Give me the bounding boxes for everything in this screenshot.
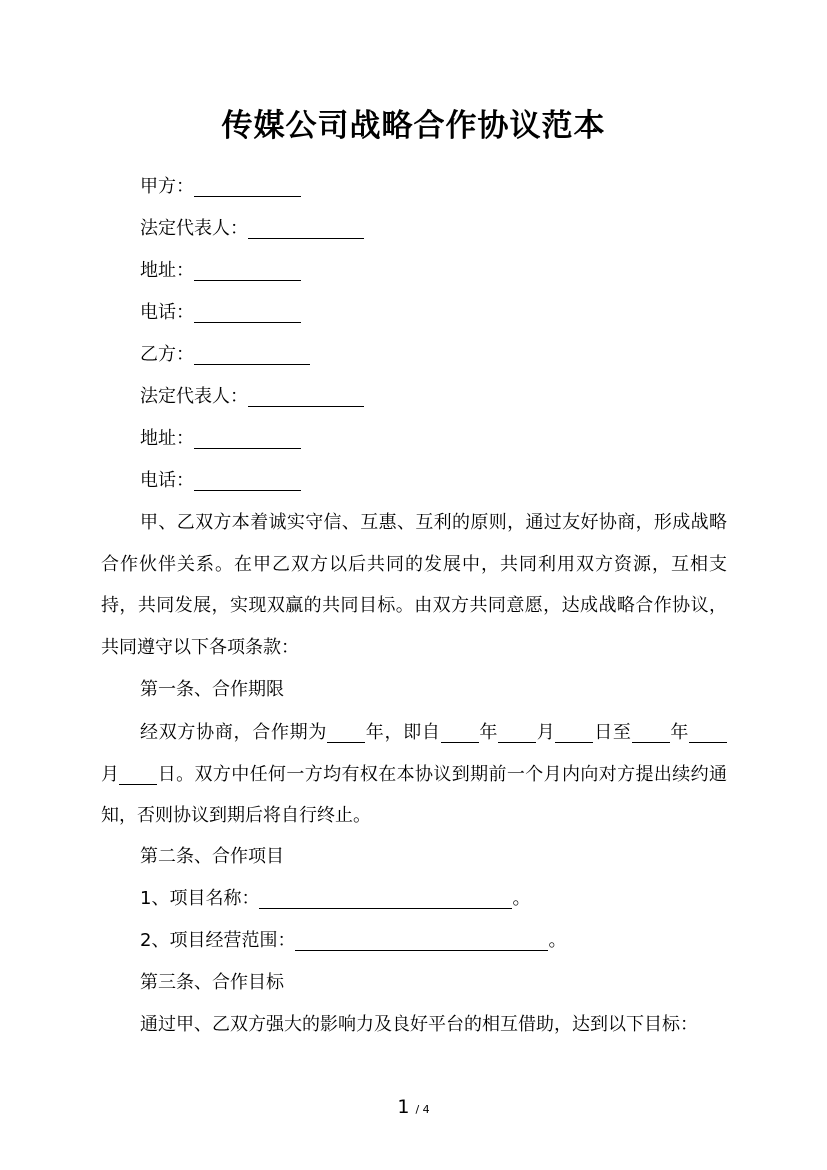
party-a-line: [140, 174, 301, 200]
period: 。: [512, 888, 531, 909]
party-b-address-label: 地址：: [140, 428, 194, 449]
total-pages: / 4: [415, 1103, 430, 1116]
party-a-rep-line: [140, 216, 364, 242]
current-page: 1: [397, 1096, 410, 1118]
party-b-phone-line: [140, 468, 301, 494]
article2-heading: 第二条、合作项目: [140, 846, 284, 867]
unit-year: 年: [669, 722, 690, 743]
party-b-blank: [194, 344, 310, 365]
end-month-blank-part2: [709, 722, 727, 743]
unit-month: 月: [536, 722, 556, 743]
unit-day: 日: [593, 722, 613, 743]
end-year-blank: [632, 722, 670, 743]
project-scope-label: 2、项目经营范围：: [140, 930, 296, 951]
project-name-label: 1、项目名称：: [140, 888, 260, 909]
party-b-phone-label: 电话：: [140, 470, 194, 491]
party-b-rep-label: 法定代表人：: [140, 386, 248, 407]
project-name-blank: [259, 888, 512, 909]
party-b-rep-line: [140, 384, 364, 410]
project-scope-line: [140, 928, 566, 954]
article1-text-b: ，即自: [384, 722, 441, 743]
start-year-blank: [441, 722, 479, 743]
party-a-phone-line: [140, 300, 301, 326]
article1-paragraph: [101, 712, 727, 837]
article1-heading: 第一条、合作期限: [140, 679, 284, 700]
party-a-rep-blank: [248, 218, 364, 239]
project-name-line: [140, 886, 530, 912]
start-month-blank: [498, 722, 536, 743]
party-a-phone-label: 电话：: [140, 302, 194, 323]
unit-month: 月: [101, 763, 120, 785]
intro-paragraph: 甲、乙双方本着诚实守信、互惠、互利的原则，通过友好协商，形成战略合作伙伴关系。在甲乙双方以后共同的发展中，共同利用双方资源，互相支持，共同发展，实现双赢的共同目标。由双方共同意愿，达成战略合作协议，共同遵守以下各项条款：: [101, 512, 727, 658]
project-scope-blank: [295, 930, 548, 951]
party-b-address-line: [140, 426, 301, 452]
unit-year: 年: [365, 722, 385, 743]
page-number: [0, 1094, 827, 1123]
party-b-address-blank: [194, 428, 301, 449]
party-a-rep-label: 法定代表人：: [140, 218, 248, 239]
start-day-blank: [555, 722, 593, 743]
unit-year: 年: [478, 722, 499, 743]
end-month-blank-part1: [689, 722, 709, 743]
party-b-label: 乙方：: [140, 344, 194, 365]
article1-text-a: 经双方协商，合作期为: [140, 722, 328, 743]
party-a-address-blank: [194, 260, 301, 281]
party-b-line: [140, 342, 310, 368]
unit-day: 日: [157, 763, 177, 785]
document-title: 传媒公司战略合作协议范本: [221, 108, 606, 144]
end-day-blank: [119, 764, 157, 785]
article3-heading: 第三条、合作目标: [140, 972, 284, 993]
to-word: 至: [612, 722, 632, 743]
party-a-phone-blank: [194, 302, 301, 323]
party-b-phone-blank: [194, 470, 301, 491]
party-a-label: 甲方：: [140, 176, 194, 197]
party-a-address-line: [140, 258, 301, 284]
period: 。: [548, 930, 567, 951]
party-a-blank: [194, 176, 301, 197]
article1-text-c: 。双方中任何一方均有权在本协议到期前一个月内向对方提出续约通知，否则协议到期后将自行终止。: [101, 763, 727, 826]
term-years-blank: [327, 722, 365, 743]
party-a-address-label: 地址：: [140, 260, 194, 281]
party-b-rep-blank: [248, 386, 364, 407]
article3-text: 通过甲、乙双方强大的影响力及良好平台的相互借助，达到以下目标：: [140, 1014, 698, 1035]
